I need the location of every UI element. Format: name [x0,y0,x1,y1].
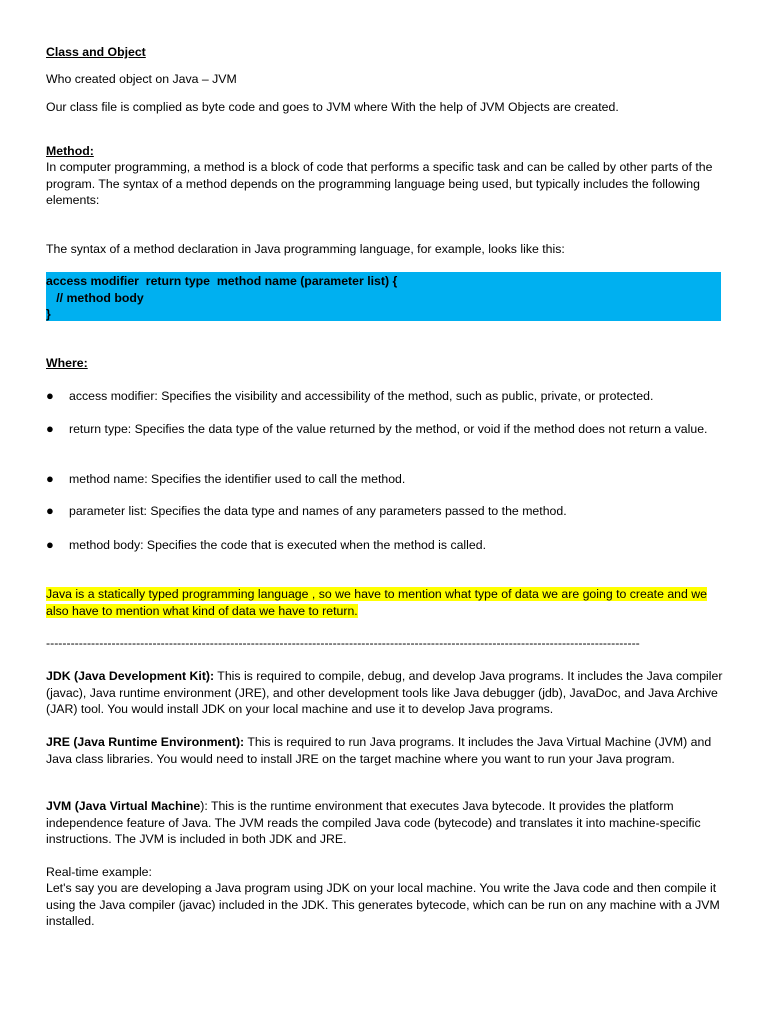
list-item-text: method name: Specifies the identifier used to call the method. [69,472,406,486]
jvm-term: JVM (Java Virtual Machine [46,799,201,813]
code-block [46,272,721,321]
highlight-note: Java is a statically typed programming language , so we have to mention what type of data we are going to create and we also have to mention what kind of data we have to return. [46,587,707,618]
jvm-text: ): This is the runtime environment that executes Java bytecode. It provides the platform independence feature of Java. The JVM reads the compiled Java code (bytecode) and translates it into machine-specific instructions. The JVM is included in both JDK and JRE. [46,799,701,846]
realtime-label: Real-time example: [46,865,152,879]
jre-term: JRE (Java Runtime Environment): [46,735,245,749]
list-item-text: method body: Specifies the code that is executed when the method is called. [69,538,486,552]
code-line-1: access modifier return type method name (parameter list) { [46,274,398,288]
who-created-line: Who created object on Java – JVM [46,72,237,86]
jdk-paragraph [46,668,726,718]
bullet-icon: ● [46,421,54,436]
list-item [46,471,726,488]
code-line-3: } [46,307,51,321]
class-file-line: Our class file is complied as byte code and goes to JVM where With the help of JVM Objects are created. [46,100,619,114]
list-item [46,503,726,520]
bullet-icon: ● [46,503,54,518]
jre-text: This is required to run Java programs. It includes the Java Virtual Machine (JVM) and Java class libraries. You would need to install JRE on the target machine where you want to run your Java program. [46,735,712,766]
list-item-text: parameter list: Specifies the data type and names of any parameters passed to the method. [69,504,567,518]
bullet-icon: ● [46,388,54,403]
where-heading: Where: [46,356,88,370]
code-line-2: // method body [46,290,144,305]
realtime-text: Let's say you are developing a Java program using JDK on your local machine. You write the Java code and then compile it using the Java compiler (javac) included in the JDK. This generates bytecode, which can be run on any machine with a JVM installed. [46,881,720,928]
list-item [46,421,726,438]
list-item-text: return type: Specifies the data type of the value returned by the method, or void if the method does not return a value. [69,422,708,436]
separator-line: ------------------------------------------------------------------------------------------------------------------------------------------------- [46,636,640,650]
method-description: In computer programming, a method is a block of code that performs a specific task and can be called by other parts of the program. The syntax of a method depends on the programming language being used, but typically includes the following elements: [46,160,713,207]
bullet-icon: ● [46,471,54,486]
jdk-term: JDK (Java Development Kit): [46,669,215,683]
heading-class-object: Class and Object [46,45,146,59]
jdk-text: This is required to compile, debug, and develop Java programs. It includes the Java compiler (javac), Java runtime environment (JRE), and other development tools like Java debugger (jdb), JavaDoc, and Java Archive (JAR) tool. You would install JDK on your local machine and use it to develop Java programs. [46,669,723,716]
list-item-text: access modifier: Specifies the visibility and accessibility of the method, such as public, private, or protected. [69,389,654,403]
syntax-intro: The syntax of a method declaration in Java programming language, for example, looks like this: [46,242,565,256]
jre-paragraph [46,734,726,767]
method-heading: Method: [46,144,94,158]
list-item [46,388,726,405]
bullet-icon: ● [46,537,54,552]
highlight-note-paragraph [46,586,726,619]
list-item [46,537,726,554]
jvm-paragraph [46,798,726,848]
